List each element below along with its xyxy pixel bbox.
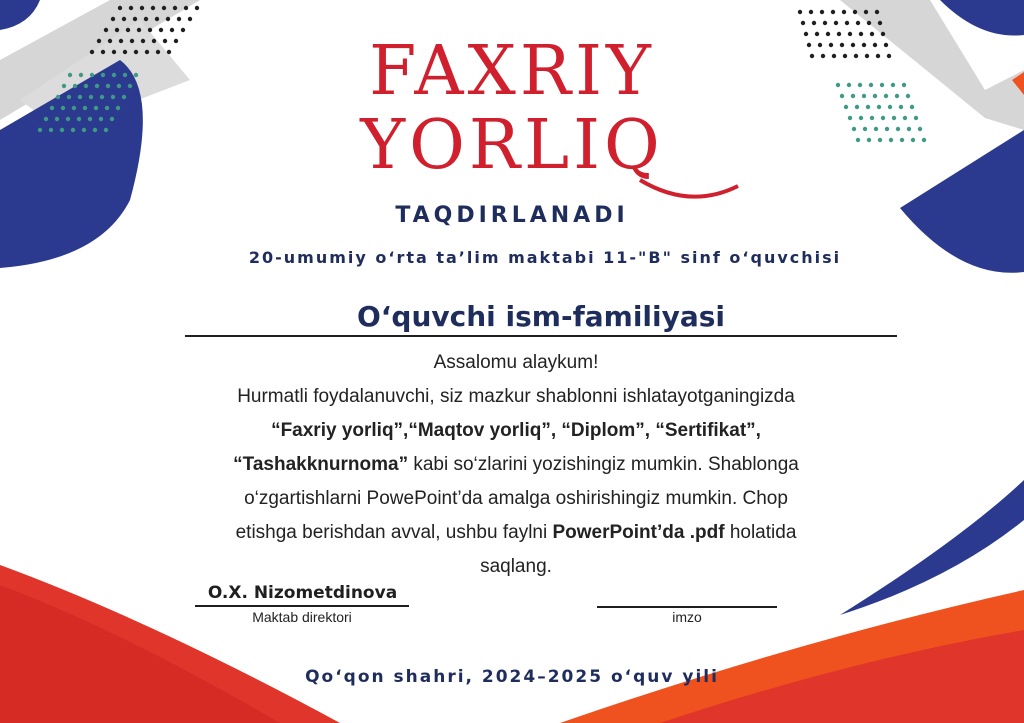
school-line: 20-umumiy o‘rta ta’lim maktabi 11-"B" sinf o‘quvchisi: [248, 248, 842, 267]
signature-label: imzo: [672, 609, 702, 625]
certificate-subtitle: TAQDIRLANADI: [395, 203, 629, 228]
body-line-1: Hurmatli foydalanuvchi, siz mazkur shablonni ishlatayotganingizda: [237, 386, 795, 407]
student-name-underline: [185, 335, 897, 337]
student-name: O‘quvchi ism-familiyasi: [356, 300, 726, 333]
certificate-title-line-1: FAXRIY: [369, 32, 655, 111]
signature-line: [597, 606, 777, 608]
body-bold-terms: “Faxriy yorliq”,“Maqtov yorliq”, “Diplom”, “Sertifikat”,: [271, 420, 761, 441]
body-line-6: saqlang.: [480, 556, 552, 577]
body-bold-term-last: “Tashakknurnoma”: [233, 454, 409, 475]
body-line-5-end: holatida: [724, 522, 797, 543]
certificate-title-line-2: YORLIQ: [360, 106, 664, 185]
body-line-5-start: etishga berishdan avval, ushbu faylni: [235, 522, 553, 543]
director-underline: [195, 605, 409, 607]
body-line-3: [160, 448, 872, 482]
director-role: Maktab direktori: [252, 609, 352, 625]
body-line-4: o‘zgartishlarni PowePoint’da amalga oshirishingiz mumkin. Chop: [244, 488, 788, 509]
body-line-2: [160, 414, 872, 448]
body-line-5: [160, 516, 872, 550]
body-greeting: Assalomu alaykum!: [433, 352, 599, 373]
body-line-5-bold: PowerPoint’da .pdf: [552, 522, 725, 543]
director-name: O.X. Nizometdinova: [207, 583, 398, 603]
body-line-3-rest: kabi so‘zlarini yozishingiz mumkin. Shablonga: [408, 454, 799, 475]
certificate-footer: Qo‘qon shahri, 2024–2025 o‘quv yili: [305, 667, 719, 687]
certificate-body-text: [160, 346, 872, 584]
